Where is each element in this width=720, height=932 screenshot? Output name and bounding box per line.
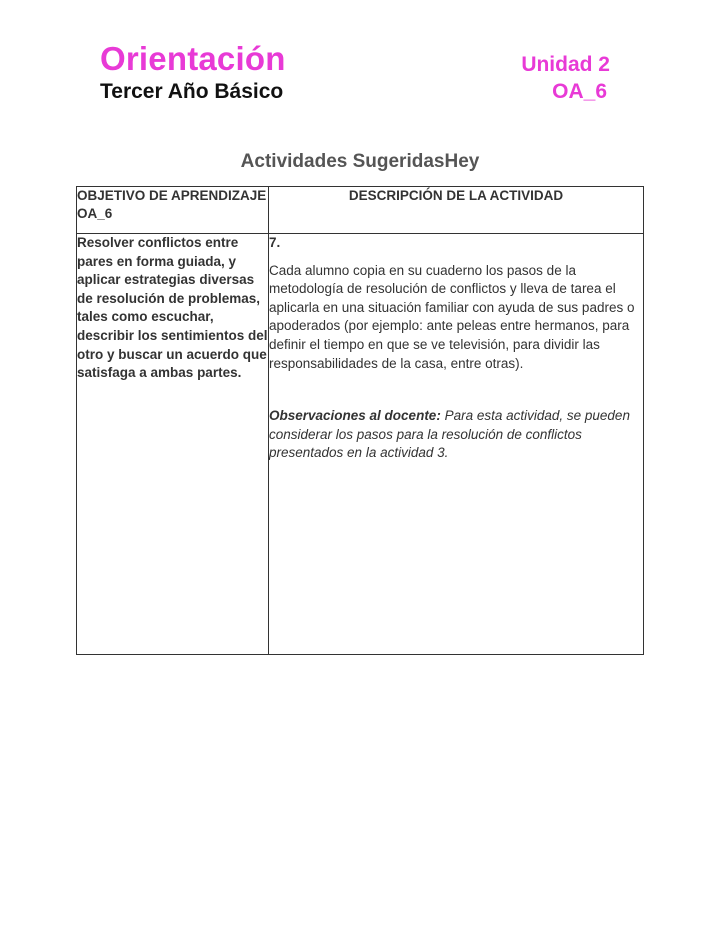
column-header-description: DESCRIPCIÓN DE LA ACTIVIDAD [269,187,644,234]
table-row [77,234,644,655]
unit-label: Unidad 2 [521,53,610,76]
activities-table [76,186,644,655]
column-header-objective: OBJETIVO DE APRENDIZAJE OA_6 [77,187,269,234]
grade-subtitle: Tercer Año Básico [100,80,284,103]
table-header-row [77,187,644,234]
objective-code: OA_6 [552,80,607,103]
activity-text: Cada alumno copia en su cuaderno los pasos de la metodología de resolución de conflictos y lleva de tarea el aplicarla en una situación familiar con ayuda de sus padres o apoderados (por ejemplo: ante peleas entre hermanos, para definir el tiempo en que se ve televisión, para dividir las responsabilidades de la casa, entre otras). [269,262,635,371]
teacher-observation [269,407,643,463]
objective-cell: Resolver conflictos entre pares en forma guiada, y aplicar estrategias diversas de resolución de problemas, tales como escuchar, describir los sentimientos del otro y buscar un acuerdo que satisfaga a ambas partes. [77,234,269,655]
observation-text: Para esta actividad, se pueden considerar los pasos para la resolución de conflictos presentados en la actividad 3. [269,408,630,461]
activity-number: 7. [269,235,281,250]
observation-label: Observaciones al docente: [269,408,441,424]
description-cell [269,234,644,655]
subject-title: Orientación [100,40,286,77]
section-title: Actividades SugeridasHey [240,151,480,172]
